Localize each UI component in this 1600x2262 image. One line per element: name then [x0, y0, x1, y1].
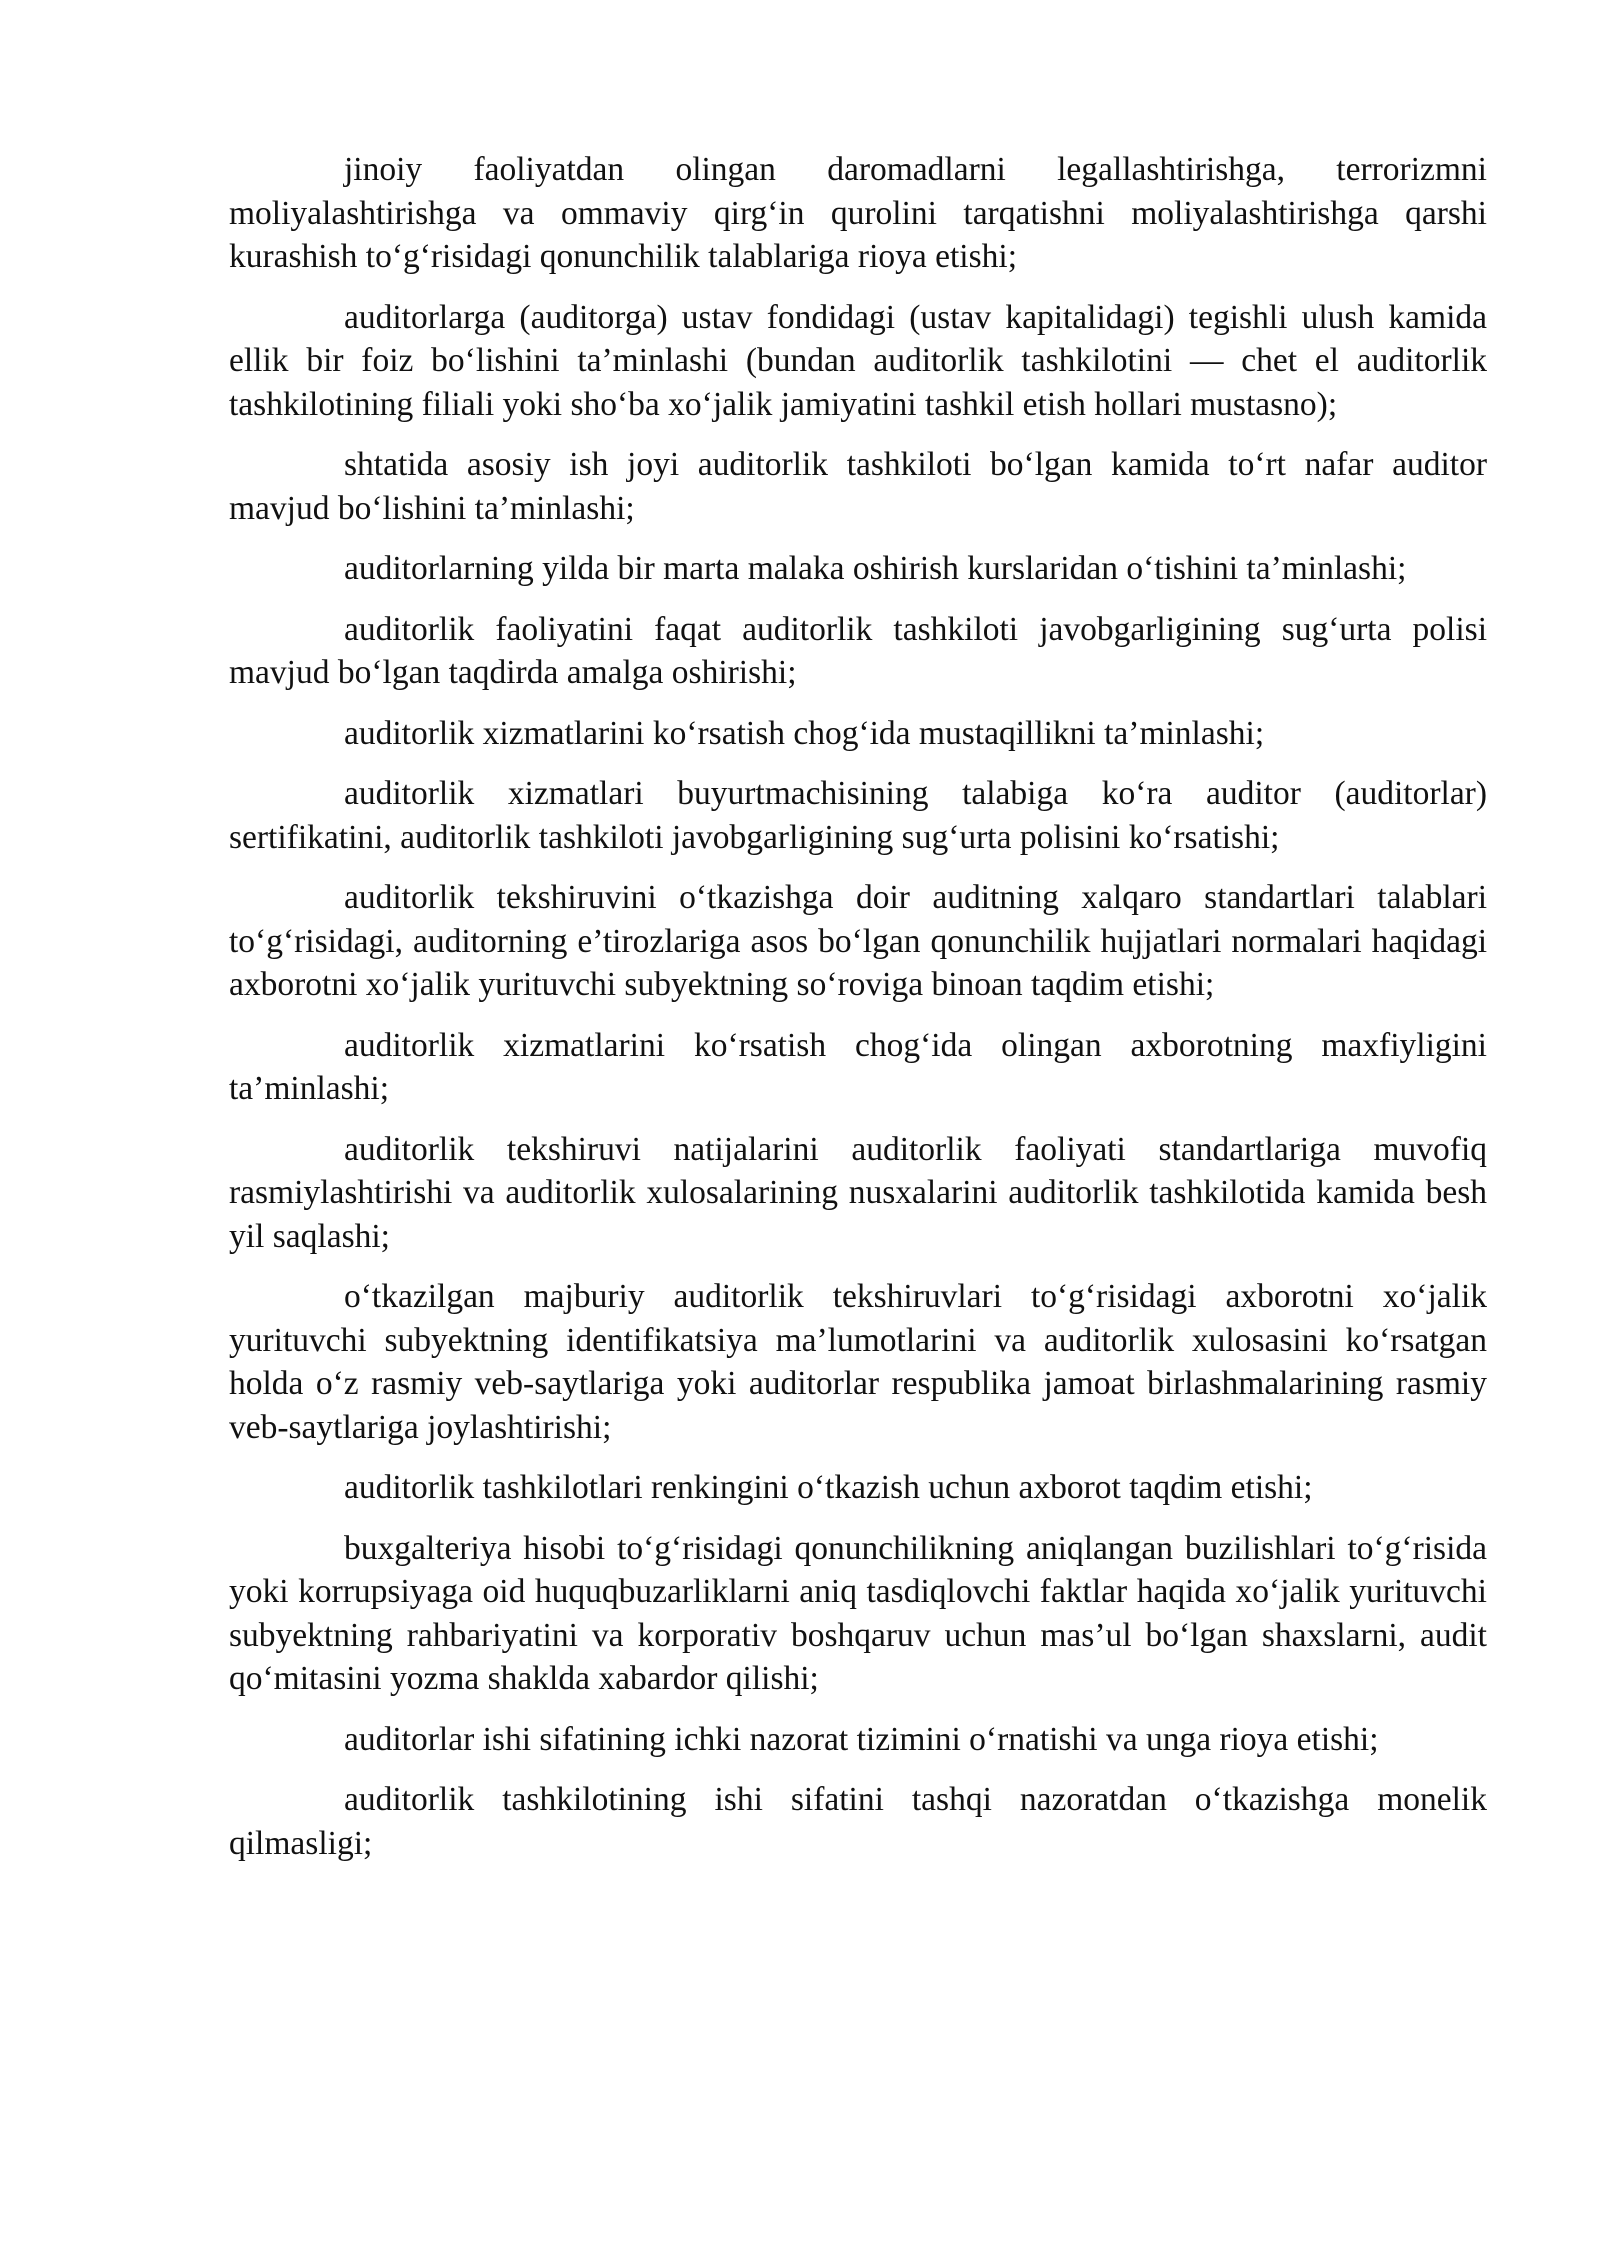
paragraph: auditorlik tekshiruvi natijalarini auditorlik faoliyati standartlariga muvofiq rasmiylashtirishi va auditorlik xulosalarining nusxalarini auditorlik tashkilotida kamida besh yil saqlashi;	[229, 1130, 1487, 1255]
paragraph: auditorlik faoliyatini faqat auditorlik tashkiloti javobgarligining sug‘urta polisi mavjud bo‘lgan taqdirda amalga oshirishi;	[229, 610, 1487, 691]
paragraph: auditorlik xizmatlari buyurtmachisining talabiga ko‘ra auditor (auditorlar) sertifikatini, auditorlik tashkiloti javobgarligining sug‘urta polisini ko‘rsatishi;	[229, 775, 1487, 856]
paragraph: shtatida asosiy ish joyi auditorlik tashkiloti bo‘lgan kamida to‘rt nafar auditor mavjud bo‘lishini ta’minlashi;	[229, 446, 1487, 527]
paragraph: buxgalteriya hisobi to‘g‘risidagi qonunchilikning aniqlangan buzilishlari to‘g‘risida yoki korrupsiyaga oid huquqbuzarliklarni aniq tasdiqlovchi faktlar haqida xo‘jalik yurituvchi subyektning rahbariyatini va korporativ boshqaruv uchun mas’ul bo‘lgan shaxslarni, audit qo‘mitasini yozma shaklda xabardor qilishi;	[229, 1529, 1487, 1697]
document-page	[229, 148, 1487, 1882]
paragraph: auditorlik tashkilotlari renkingini o‘tkazish uchun axborot taqdim etishi;	[344, 1469, 1313, 1506]
paragraph: auditorlik tekshiruvini o‘tkazishga doir auditning xalqaro standartlari talablari to‘g‘risidagi, auditorning e’tirozlariga asos bo‘lgan qonunchilik hujjatlari normalari haqidagi axborotni xo‘jalik yurituvchi subyektning so‘roviga binoan taqdim etishi;	[229, 879, 1487, 1003]
paragraph: jinoiy faoliyatdan olingan daromadlarni legallashtirishga, terrorizmni moliyalashtirishga va ommaviy qirg‘in qurolini tarqatishni moliyalashtirishga qarshi kurashish to‘g‘risidagi qonunchilik talablariga rioya etishi;	[229, 151, 1487, 275]
paragraph: auditorlik xizmatlarini ko‘rsatish chog‘ida olingan axborotning maxfiyligini ta’minlashi;	[229, 1026, 1487, 1107]
paragraph: auditorlar ishi sifatining ichki nazorat tizimini o‘rnatishi va unga rioya etishi;	[344, 1720, 1379, 1758]
paragraph: auditorlarning yilda bir marta malaka oshirish kurslaridan o‘tishini ta’minlashi;	[344, 550, 1407, 587]
paragraph: auditorlik tashkilotining ishi sifatini tashqi nazoratdan o‘tkazishga monelik qilmasligi;	[229, 1781, 1487, 1862]
paragraph: o‘tkazilgan majburiy auditorlik tekshiruvlari to‘g‘risidagi axborotni xo‘jalik yurituvchi subyektning identifikatsiya ma’lumotlarini va auditorlik xulosasini ko‘rsatgan holda o‘z rasmiy veb-saytlariga yoki auditorlar respublika jamoat birlashmalarining rasmiy veb-saytlariga joylashtirishi;	[229, 1278, 1487, 1446]
paragraph: auditorlik xizmatlarini ko‘rsatish chog‘ida mustaqillikni ta’minlashi;	[344, 714, 1265, 752]
paragraph: auditorlarga (auditorga) ustav fondidagi (ustav kapitalidagi) tegishli ulush kamida ellik bir foiz bo‘lishini ta’minlashi (bundan auditorlik tashkilotini — chet el auditorlik tashkilotining filiali yoki sho‘ba xo‘jalik jamiyatini tashkil etish hollari mustasno);	[229, 298, 1487, 423]
